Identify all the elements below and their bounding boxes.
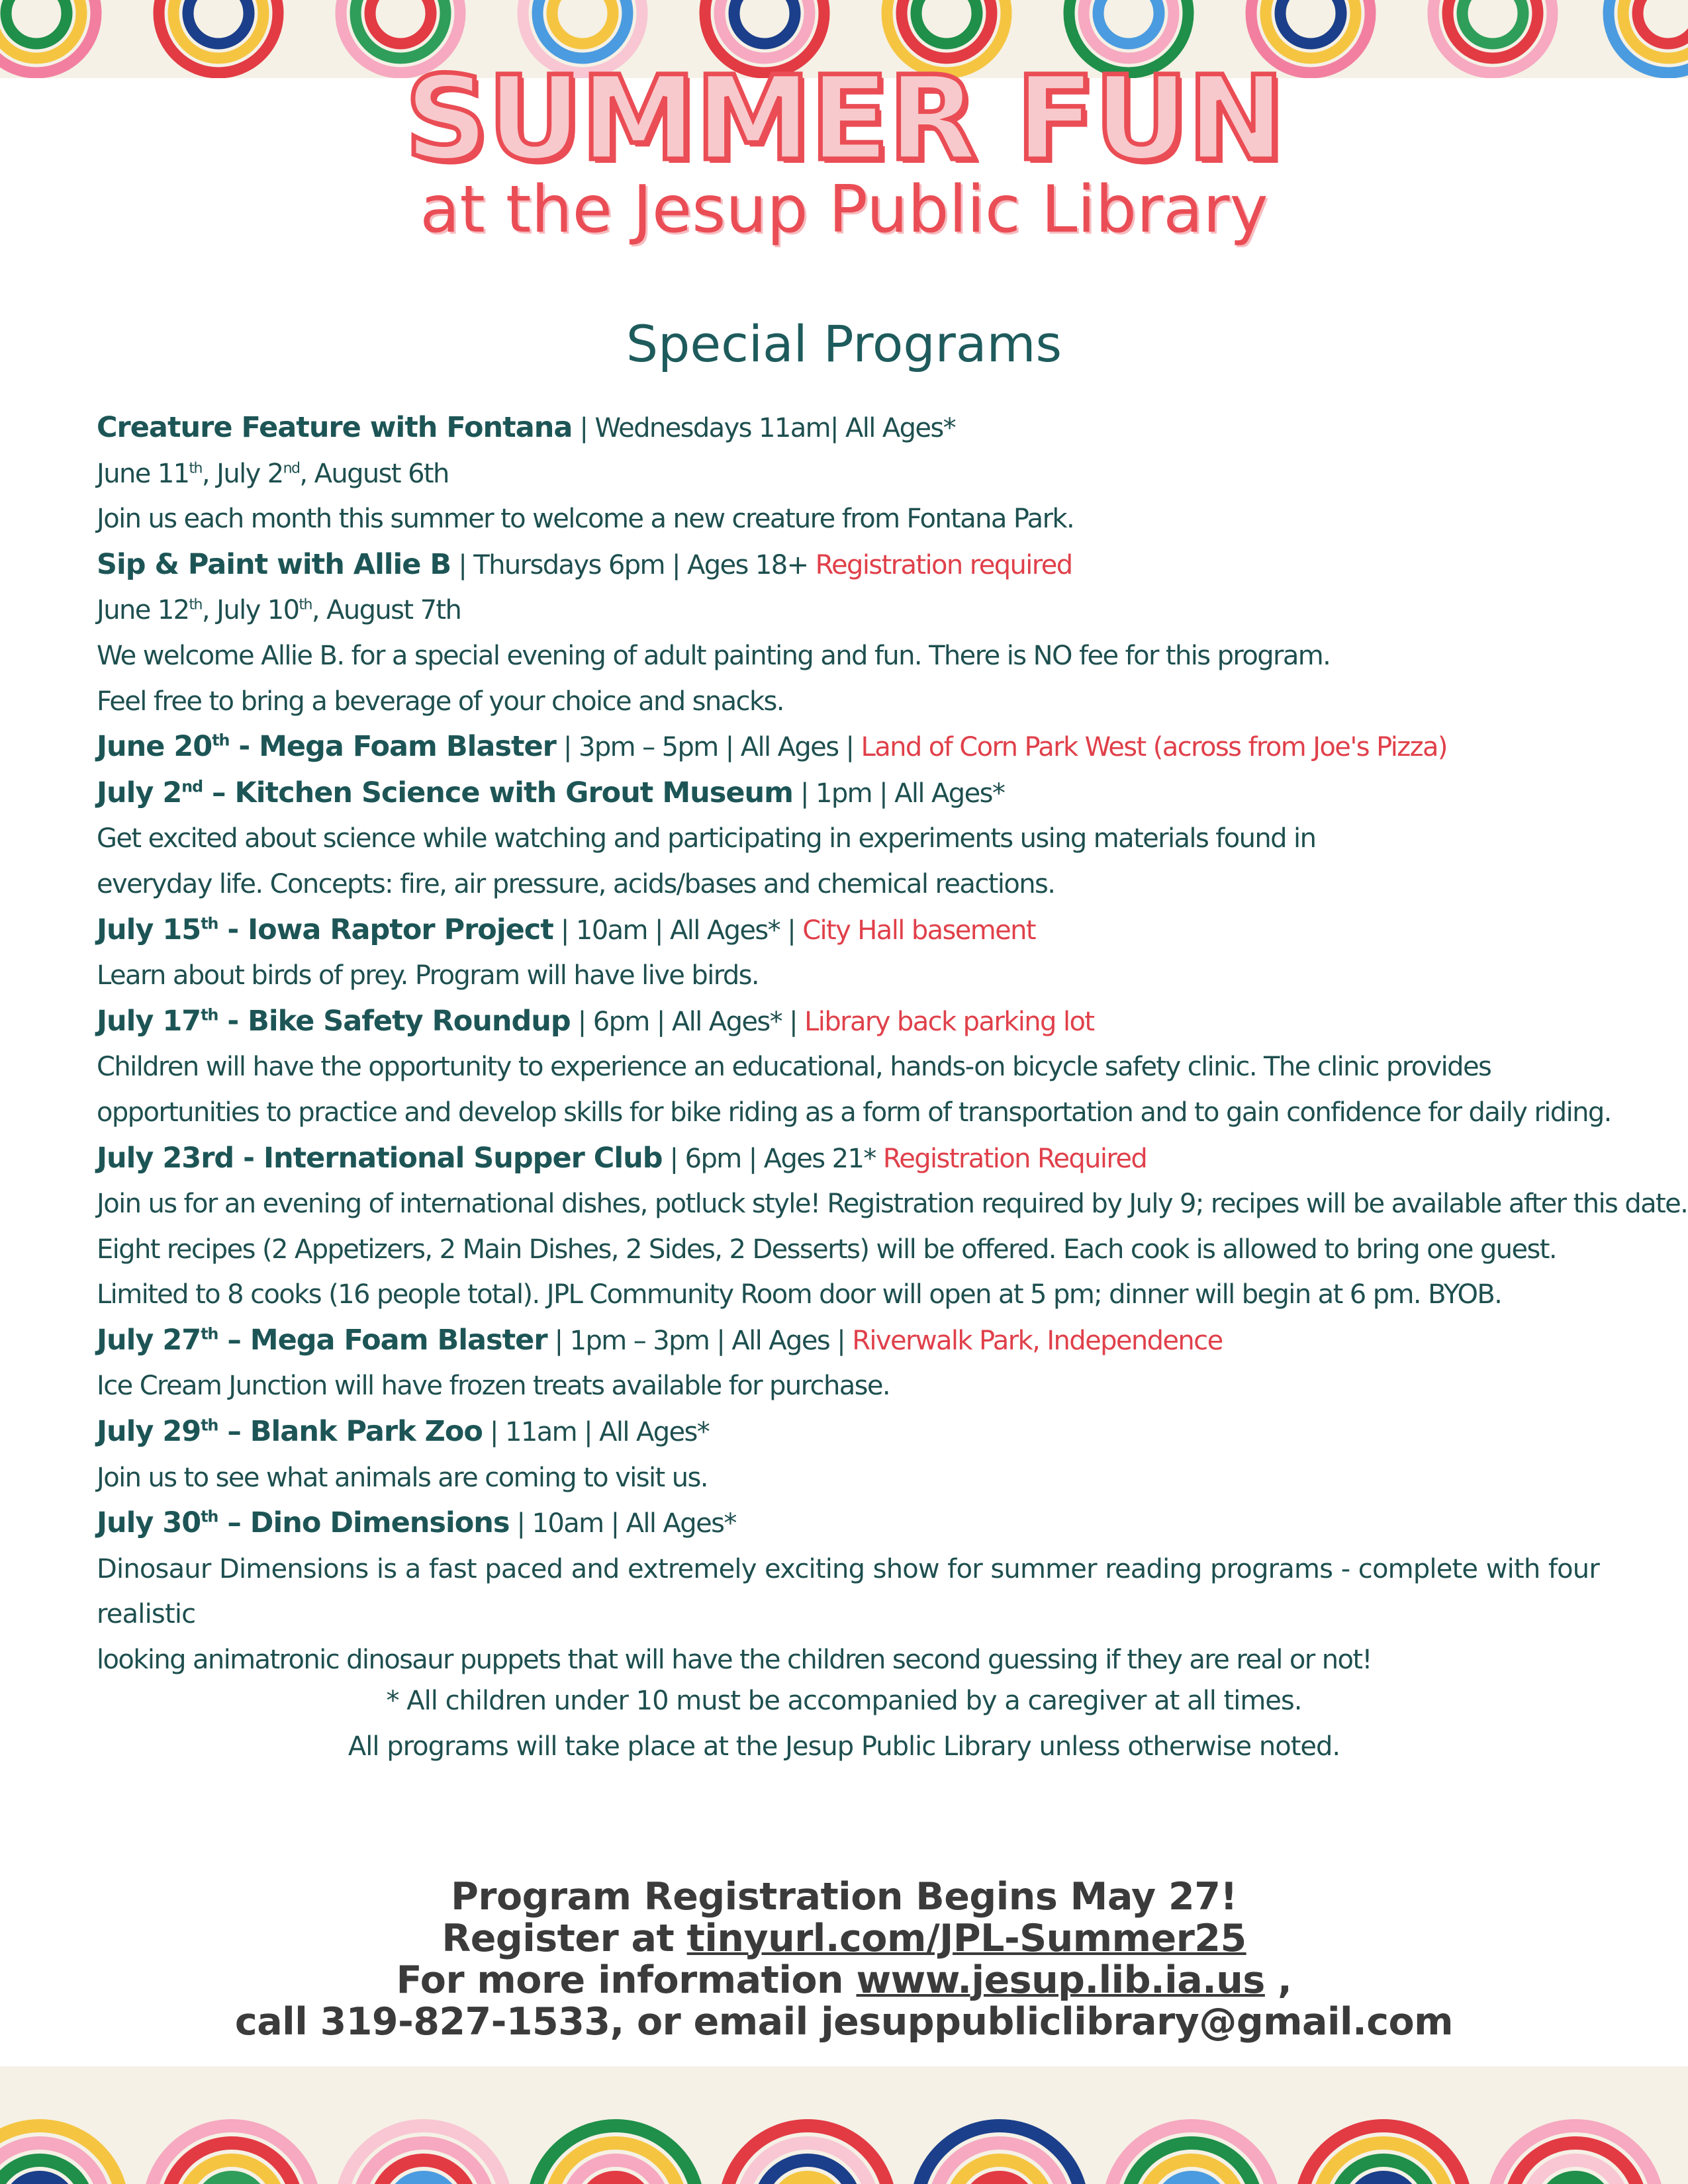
contact-block	[0, 1876, 1688, 2043]
program-title: June 20th - Mega Foam Blaster	[97, 730, 556, 764]
program-description: Children will have the opportunity to experience an educational, hands-on bicycle safety clinic. The clinic provides	[97, 1052, 1491, 1083]
program-details: | Thursdays 6pm | Ages 18+	[451, 549, 816, 580]
program-title: Sip & Paint with Allie B	[97, 547, 451, 581]
program-note: Library back parking lot	[804, 1006, 1094, 1037]
footnote-caregiver: * All children under 10 must be accompanied by a caregiver at all times.	[386, 1686, 1302, 1716]
program-dates: June 11th, July 2nd, August 6th	[97, 458, 449, 489]
program-description: opportunities to practice and develop skills for bike riding as a form of transportation and to gain confidence for daily riding.	[97, 1097, 1611, 1128]
program-title: July 17th - Bike Safety Roundup	[97, 1004, 571, 1038]
program-description: We welcome Allie B. for a special evening of adult painting and fun. There is NO fee for this program.	[97, 640, 1331, 671]
program-description: everyday life. Concepts: fire, air pressure, acids/bases and chemical reactions.	[97, 868, 1055, 899]
footnote-location: All programs will take place at the Jesup Public Library unless otherwise noted.	[348, 1731, 1340, 1762]
program-title: July 23rd - International Supper Club	[97, 1141, 663, 1175]
program-title-line	[97, 1136, 1599, 1182]
program-note: City Hall basement	[802, 915, 1035, 946]
program-title-line	[97, 542, 1599, 588]
program-dates: June 12th, July 10th, August 7th	[97, 595, 461, 626]
program-title-line	[97, 907, 1599, 954]
register-link[interactable]: tinyurl.com/JPL-Summer25	[686, 1917, 1246, 1960]
program-description: Feel free to bring a beverage of your choice and snacks.	[97, 686, 784, 717]
program-title: July 30th – Dino Dimensions	[97, 1506, 510, 1540]
program-title-line	[97, 1318, 1599, 1364]
program-details: | 1pm – 3pm | All Ages |	[547, 1325, 853, 1356]
bottom-rainbow-border	[0, 2066, 1688, 2184]
program-details: | 10am | All Ages*	[509, 1508, 736, 1539]
phone-email-line: call 319-827-1533, or email jesuppubliclibrary@gmail.com	[234, 2000, 1454, 2044]
program-details: | 1pm | All Ages*	[792, 778, 1005, 809]
register-line: Register at tinyurl.com/JPL-Summer25	[442, 1917, 1246, 1960]
program-description: Get excited about science while watching and participating in experiments using materials found in	[97, 823, 1316, 854]
program-description: Dinosaur Dimensions is a fast paced and extremely exciting show for summer reading programs - complete with four realistic	[97, 1553, 1599, 1630]
program-title: July 29th – Blank Park Zoo	[97, 1415, 483, 1449]
program-details: | Wednesdays 11am| All Ages*	[572, 413, 956, 443]
program-description: Join us for an evening of international dishes, potluck style! Registration required by July 9; recipes will be available after this date.	[97, 1189, 1688, 1220]
program-details: | 11am | All Ages*	[482, 1417, 710, 1448]
program-title-line	[97, 999, 1599, 1045]
rainbow-arch-icon	[0, 2066, 1688, 2184]
page-subtitle: at the Jesup Public Library	[420, 172, 1268, 248]
footnotes	[0, 1678, 1688, 1769]
program-note: Land of Corn Park West (across from Joe's Pizza)	[861, 732, 1447, 763]
program-title: Creature Feature with Fontana	[97, 411, 573, 444]
program-note: Riverwalk Park, Independence	[852, 1325, 1223, 1356]
program-title: July 2nd – Kitchen Science with Grout Museum	[97, 776, 793, 809]
program-title-line	[97, 1409, 1599, 1455]
page-title: SUMMER FUN	[404, 51, 1284, 187]
program-title-line	[97, 1500, 1599, 1547]
program-title-line	[97, 724, 1599, 770]
program-list	[97, 405, 1688, 1683]
program-description: Limited to 8 cooks (16 people total). JPL Community Room door will open at 5 pm; dinner will begin at 6 pm. BYOB.	[97, 1279, 1502, 1310]
program-details: | 6pm | All Ages* |	[570, 1006, 805, 1037]
program-description: Learn about birds of prey. Program will have live birds.	[97, 960, 759, 991]
program-description: Eight recipes (2 Appetizers, 2 Main Dishes, 2 Sides, 2 Desserts) will be offered. Each cook is allowed to bring one guest.	[97, 1234, 1556, 1265]
website-link[interactable]: www.jesup.lib.ia.us	[856, 1958, 1265, 2002]
program-details: | 3pm – 5pm | All Ages |	[555, 732, 861, 763]
program-description: looking animatronic dinosaur puppets that will have the children second guessing if they are real or not!	[97, 1645, 1372, 1676]
program-note: Registration required	[815, 549, 1072, 580]
program-note: Registration Required	[882, 1143, 1147, 1174]
program-title-line	[97, 770, 1599, 817]
program-description: Ice Cream Junction will have frozen treats available for purchase.	[97, 1371, 890, 1402]
program-details: | 10am | All Ages* |	[553, 915, 803, 946]
program-title: July 27th – Mega Foam Blaster	[97, 1323, 547, 1357]
info-line: For more information www.jesup.lib.ia.us ,	[396, 1958, 1292, 2002]
program-details: | 6pm | Ages 21*	[662, 1143, 883, 1174]
registration-begins: Program Registration Begins May 27!	[451, 1875, 1237, 1919]
program-description: Join us to see what animals are coming to visit us.	[97, 1462, 708, 1493]
program-description: Join us each month this summer to welcome a new creature from Fontana Park.	[97, 504, 1074, 535]
program-title-line	[97, 405, 1599, 451]
program-title: July 15th - Iowa Raptor Project	[97, 913, 553, 946]
section-heading: Special Programs	[626, 314, 1062, 373]
